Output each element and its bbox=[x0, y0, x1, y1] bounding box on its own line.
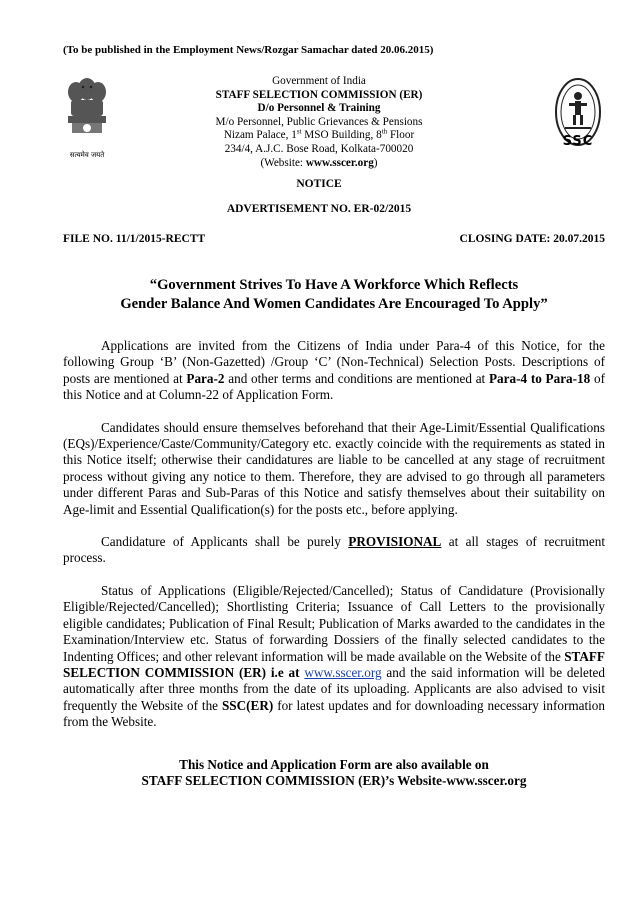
emblem-caption: सत्यमेव जयते bbox=[69, 151, 105, 159]
national-emblem-icon bbox=[63, 76, 111, 159]
ssc-logo-text: SSC bbox=[562, 134, 594, 149]
header-block bbox=[160, 75, 478, 170]
paragraph-provisional: Candidature of Applicants shall be purely PROVISIONAL at all stages of recruitment process. bbox=[63, 534, 605, 566]
header-department: D/o Personnel & Training bbox=[257, 102, 381, 115]
tagline-line-2: Gender Balance And Women Candidates Are Encouraged To Apply” bbox=[120, 296, 548, 312]
advertisement-number: ADVERTISEMENT NO. ER-02/2015 bbox=[226, 203, 412, 215]
header-commission: STAFF SELECTION COMMISSION (ER) bbox=[215, 88, 423, 101]
file-number: FILE NO. 11/1/2015-RECTT bbox=[63, 233, 206, 245]
closing-date: CLOSING DATE: 20.07.2015 bbox=[459, 233, 605, 245]
header-address-road: 234/4, A.J.C. Bose Road, Kolkata-700020 bbox=[224, 142, 414, 155]
notice-body bbox=[63, 338, 605, 747]
header-government: Government of India bbox=[272, 75, 366, 87]
header-ministry: M/o Personnel, Public Grievances & Pensions bbox=[215, 115, 423, 128]
footer-line-2: STAFF SELECTION COMMISSION (ER)’s Website-www.sscer.org bbox=[141, 773, 527, 789]
header-address-building: Nizam Palace, 1st MSO Building, 8th Floor bbox=[223, 127, 415, 142]
tagline bbox=[63, 276, 605, 314]
tagline-line-1: “Government Strives To Have A Workforce Which Reflects bbox=[149, 277, 519, 293]
notice-title: NOTICE bbox=[296, 178, 342, 190]
paragraph-status: Status of Applications (Eligible/Rejected/Cancelled); Status of Candidature (Provisionally Eligible/Rejected/Cancelled); Shortlisting Criteria; Issuance of Call Letters to the provisionally eligible candidates; Publication of Final Result; Publication of Marks awarded to the candidates in the Examination/Interview etc. Status of forwarding Dossiers of the finally selected candidates to the Indenting Offices; and other relevant information will be made available on the Website of the STAFF SELECTION COMMISSION (ER) i.e at www.sscer.org and the said information will be deleted automatically after three months from the date of its uploading. Applicants are also advised to visit frequently the Website of the SSC(ER) for latest updates and for downloading necessary information from the Website. bbox=[63, 582, 605, 730]
paragraph-applications: Applications are invited from the Citizens of India under Para-4 of this Notice, for the following Group ‘B’ (Non-Gazetted) /Group ‘C’ (Non-Technical) Selection Posts. Descriptions of posts are mentioned at Para-2 and other terms and conditions are mentioned at Para-4 to Para-18 of this Notice and at Column-22 of Application Form. bbox=[63, 338, 605, 403]
ssc-logo-icon bbox=[553, 76, 603, 156]
publication-note: (To be published in the Employment News/Rozgar Samachar dated 20.06.2015) bbox=[63, 44, 434, 56]
footer-line-1: This Notice and Application Form are also available on bbox=[179, 757, 489, 772]
footer-note bbox=[63, 757, 605, 790]
paragraph-eligibility: Candidates should ensure themselves beforehand that their Age-Limit/Essential Qualifications (EQs)/Experience/Caste/Community/Category etc. exactly coincide with the requirements as stated in this Notice itself; otherwise their candidatures are liable to be cancelled at any stage of recruitment process without giving any notice to them. Therefore, they are advised to go through all parameters under different Paras and Sub-Paras of this Notice and satisfy themselves about their suitability on Age-limit and Essential Qualification(s) for the posts etc., before applying. bbox=[63, 419, 605, 517]
header-website: (Website: www.sscer.org) bbox=[260, 156, 378, 169]
website-link[interactable]: www.sscer.org bbox=[304, 664, 382, 680]
